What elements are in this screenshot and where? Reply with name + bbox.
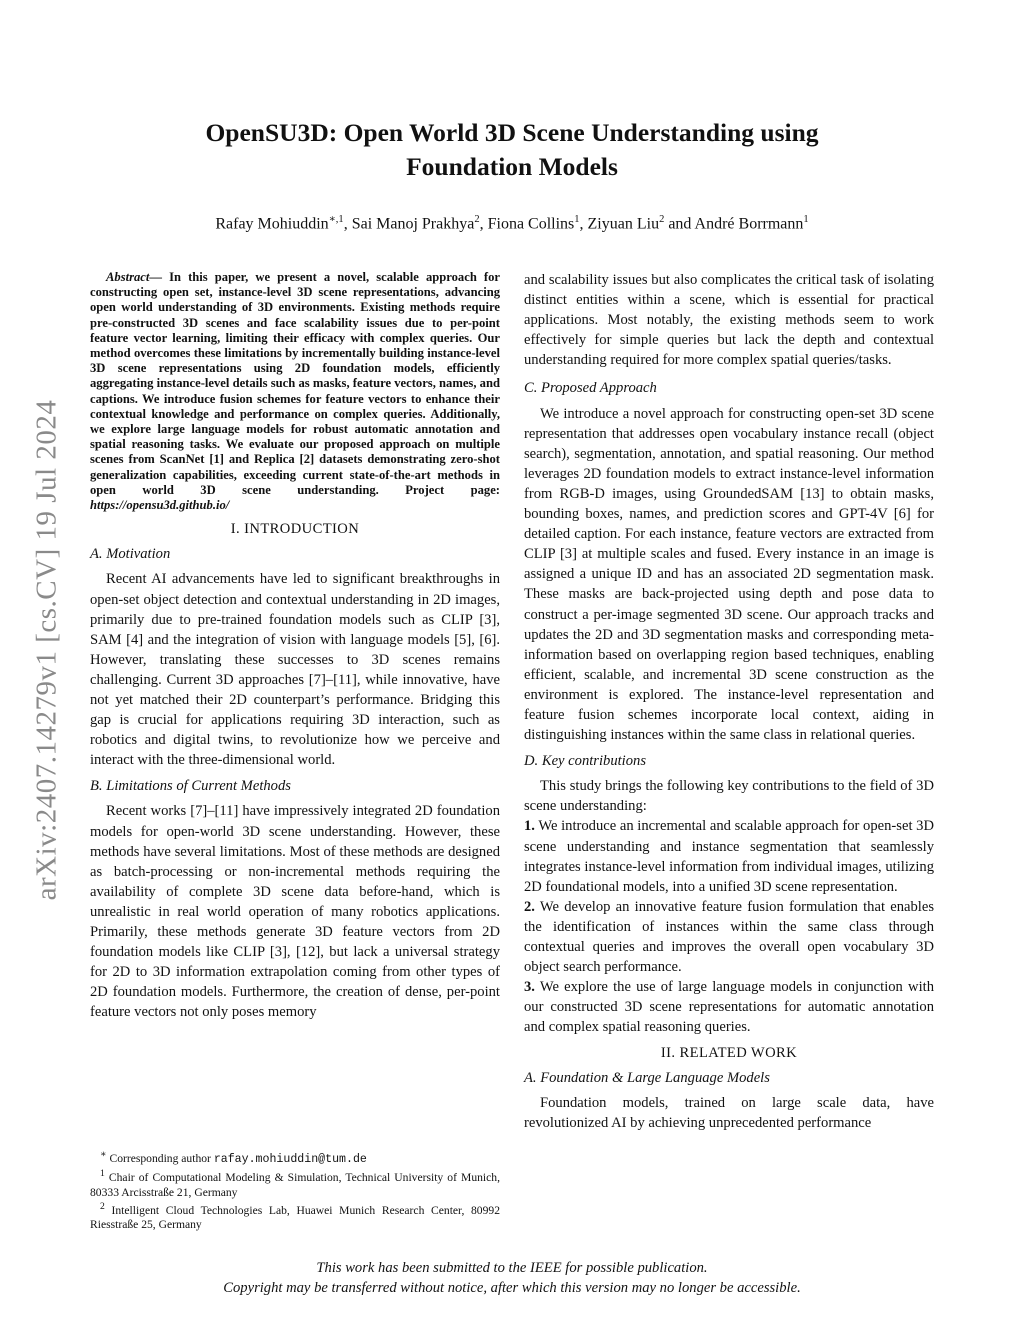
contribution-number: 3. (524, 979, 535, 996)
author-name: and André Borrmann (664, 215, 804, 233)
paragraph-foundation-models: Foundation models, trained on large scale data, have revolutionized AI by achieving unprecedented performance (524, 1094, 934, 1131)
contribution-item (524, 816, 934, 896)
title-line-2: Foundation Models (406, 152, 618, 181)
paragraph-motivation: Recent AI advancements have led to significant breakthroughs in open-set object detection and contextual understanding in 2D images, primarily due to pre-trained foundation models such as CLIP [3], SAM [4] and the integration of vision with language models [5], [6]. However, translating these successes to 3D scenes remains challenging. Current 3D approaches [7]–[11], while innovative, have not yet matched their 2D counterpart’s performance. Bridging this gap is crucial for applications requiring 3D interaction, such as robotics and digital twins, to revolutionize how we perceive and interact with the three-dimensional world. (90, 571, 500, 769)
author-name: , Sai Manoj Prakhya (343, 215, 475, 233)
paper-title (120, 116, 904, 184)
footnotes (90, 1148, 500, 1233)
footnote-text: Intelligent Cloud Technologies Lab, Huawei Munich Research Center, 80992 Riesstraße 25, Germany (90, 1203, 500, 1232)
author-affiliation-mark: ∗,1 (328, 214, 344, 225)
paragraph-proposed-approach: We introduce a novel approach for constructing open-set 3D scene representation that addresses open vocabulary instance recall (object search), segmentation, annotation, and spatial reasoning. Our method leverages 2D foundation models to extract instance-level information from RGB-D images, using GroundedSAM [13] to obtain masks, bounding boxes, names, and prediction scores and GPT-4V [6] for detailed caption. For each instance, feature vectors are extracted from CLIP [3] at multiple scales and fused. Every instance in an image is assigned a unique ID and has an associated 2D segmentation mask. These masks are back-projected using depth and pose data to construct a per-image segmented 3D scene. Our approach tracks and updates the 2D and 3D segmentation masks and corresponding meta-information based on overlapping region based techniques, enabling efficient, scalable, and incremental 3D scene construction as the environment is explored. The instance-level representation and feature fusion schemes incorporate local context, aiding in distinguishing instances within the same class in relational queries. (524, 405, 934, 744)
footnote-affiliation-1 (90, 1167, 500, 1200)
author-list (100, 209, 924, 235)
section-heading-related-work: II. RELATED WORK (660, 1045, 798, 1062)
subheading-key-contributions: D. Key contributions (524, 753, 647, 770)
contribution-text: We introduce an incremental and scalable approach for open-set 3D scene understanding and instance segmentation that seamlessly integrates instance-level information from individual images, utilizing 2D foundational models, into a unified 3D scene representation. (524, 818, 934, 895)
footnote-text: Chair of Computational Modeling & Simulation, Technical University of Munich, 80333 Arcisstraße 21, Germany (90, 1171, 500, 1199)
paragraph-limitations: Recent works [7]–[11] have impressively integrated 2D foundation models for open-world 3D scene understanding. However, these methods have several limitations. Most of these methods are designed as batch-processing or non-incremental methods requiring the availability of complete 3D scene data before-hand, which is unrealistic in real world operation of many robotics applications. Primarily, these methods generate 3D feature vectors from 2D foundation models like CLIP [3], [12], but lack a universal strategy for 2D to 3D information extrapolation coming from other types of 2D foundation models. Furthermore, the creation of dense, per-point feature vectors not only poses memory (90, 803, 500, 1021)
author-affiliation-mark: 1 (803, 214, 809, 225)
footnote-mark: 2 (100, 1200, 105, 1212)
contribution-item (524, 897, 934, 977)
contribution-number: 1. (524, 818, 535, 835)
ieee-submission-notice (0, 1258, 1024, 1298)
subheading-foundation-models: A. Foundation & Large Language Models (524, 1069, 770, 1086)
footnote-mark: 1 (100, 1168, 105, 1180)
abstract-dash: — (149, 270, 170, 284)
project-page-link[interactable]: https://opensu3d.github.io/ (90, 498, 230, 513)
contribution-number: 2. (524, 898, 535, 915)
footnote-text: Corresponding author (106, 1151, 214, 1165)
contribution-item (524, 977, 934, 1037)
abstract (90, 270, 500, 513)
right-column (524, 270, 934, 1139)
contribution-text: We develop an innovative feature fusion formulation that enables the identification of instances within the same class through contextual queries and improves the overall open vocabulary 3D object search performance. (524, 898, 934, 976)
footnote-mark: ∗ (100, 1149, 107, 1160)
paragraph-contributions-intro: This study brings the following key contributions to the field of 3D scene understanding: (524, 778, 934, 815)
contribution-text: We explore the use of large language models in conjunction with our constructed 3D scene representations for automatic annotation and complex spatial reasoning queries. (524, 979, 934, 1036)
notice-line-2: Copyright may be transferred without notice, after which this version may no longer be accessible. (223, 1280, 801, 1296)
corresponding-email[interactable]: rafay.mohiuddin@tum.de (213, 1152, 367, 1166)
author-affiliation-mark: 2 (659, 214, 665, 225)
author-affiliation-mark: 1 (574, 214, 580, 225)
left-column (90, 270, 500, 1029)
notice-line-1: This work has been submitted to the IEEE for possible publication. (316, 1260, 708, 1276)
footnote-affiliation-2 (90, 1200, 500, 1233)
title-line-1: OpenSU3D: Open World 3D Scene Understanding using (205, 118, 819, 147)
author-name: , Fiona Collins (479, 215, 575, 233)
arxiv-identifier: arXiv:2407.14279v1 [cs.CV] 19 Jul 2024 (30, 399, 63, 901)
footnote-corresponding-author (90, 1148, 500, 1167)
author-name: Rafay Mohiuddin (215, 215, 329, 233)
paragraph-limitations-continued: and scalability issues but also complicates the critical task of isolating distinct entities within a scene, which is essential for practical applications. Most notably, the existing methods seem to work effectively for simple queries but lack the depth and contextual understanding required for more complex spatial queries/tasks. (524, 272, 934, 369)
abstract-text: In this paper, we present a novel, scalable approach for constructing open set, instance-level 3D scene representations, advancing open world understanding of 3D environments. Existing methods require pre-constructed 3D scenes and face scalability issues due to per-point feature vector learning, limiting their efficacy with complex queries. Our method overcomes these limitations by incrementally building instance-level 3D scene representations using 2D foundation models, efficiently aggregating instance-level details such as masks, feature vectors, names, and captions. We introduce fusion schemes for feature vectors to enhance their contextual knowledge and performance on complex queries. Additionally, we explore large language models for robust automatic annotation and spatial reasoning tasks. We evaluate our proposed approach on multiple scenes from ScanNet [1] and Replica [2] datasets demonstrating zero-shot generalization capabilities, exceeding current state-of-the-art methods in open world 3D scene understanding. Project page: (90, 270, 501, 497)
abstract-label: Abstract (106, 270, 150, 284)
author-name: , Ziyuan Liu (579, 215, 660, 233)
subheading-proposed-approach: C. Proposed Approach (524, 380, 657, 397)
subheading-limitations: B. Limitations of Current Methods (90, 778, 291, 795)
author-affiliation-mark: 2 (474, 214, 480, 225)
section-heading-introduction: I. INTRODUCTION (230, 521, 360, 538)
subheading-motivation: A. Motivation (90, 546, 171, 563)
